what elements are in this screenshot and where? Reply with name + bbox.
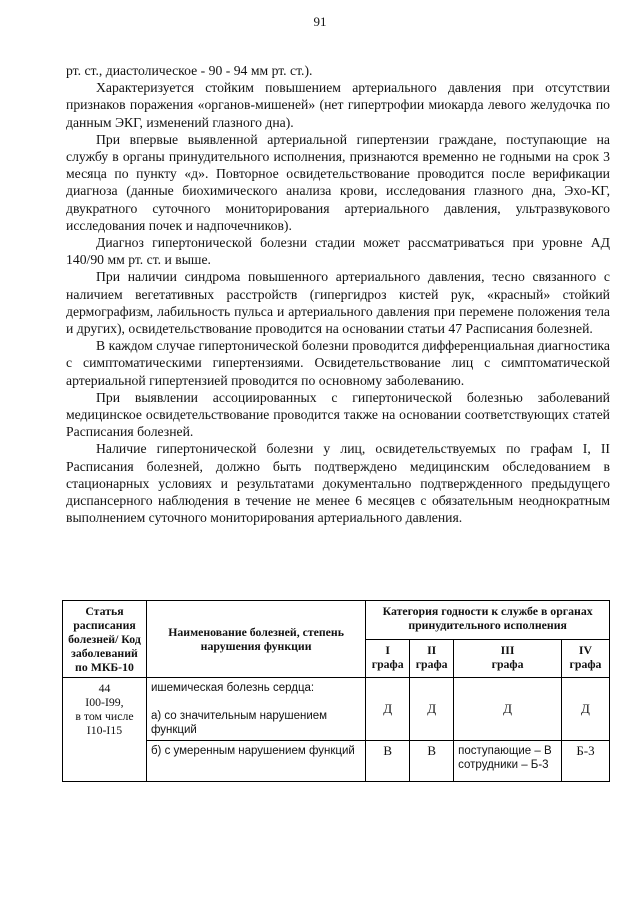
disease-name-column-header: Наименование болезней, степень нарушения функции: [146, 601, 365, 678]
table-header-row: [63, 601, 610, 640]
paragraph: При наличии синдрома повышенного артериального давления, тесно связанного с наличием вегетативных расстройств (гипергидроз кистей рук, «красный» стойкий дермографизм, лабильность пульса и артериального давления при перемене положения тела и других), освидетельствование проводится на основании статьи 47 Расписания болезней.: [66, 269, 610, 337]
paragraph-continuation: рт. ст., диастолическое - 90 - 94 мм рт. ст.).: [66, 63, 313, 78]
paragraph: Характеризуется стойким повышением артериального давления при отсутствии признаков поражения «органов-мишеней» (нет гипертрофии миокарда левого желудочка по данным ЭКГ, изменений глазного дна).: [66, 80, 610, 130]
grade-cell: В: [410, 741, 454, 782]
column-3-header: III графа: [454, 639, 562, 678]
body-text: [66, 62, 610, 526]
fitness-category-table: [62, 600, 610, 782]
column-1-header: I графа: [366, 639, 410, 678]
column-2-header: II графа: [410, 639, 454, 678]
column-4-header: IV графа: [561, 639, 609, 678]
paragraph: Диагноз гипертонической болезни стадии может рассматриваться при уровне АД 140/90 мм рт. ст. и выше.: [66, 235, 610, 268]
paragraph: Наличие гипертонической болезни у лиц, освидетельствуемых по графам I, II Расписания болезней, должно быть подтверждено медицинским обследованием в стационарных условиях и результатами документально подтвержденного предыдущего диспансерного наблюдения в течение не менее 6 месяцев с обязательным неоднократным выполнением суточного мониторирования артериального давления.: [66, 441, 610, 526]
paragraph: При впервые выявленной артериальной гипертензии граждане, поступающие на службу в органы принудительного исполнения, признаются временно не годными на срок 3 месяца по пункту «д». Повторное освидетельствование проводится после верификации диагноза (данные биохимического анализа крови, исследования глазного дна, Эхо-КГ, двукратного суточного мониторирования артериального давления, ультразвукового исследования почек и надпочечников).: [66, 131, 610, 233]
disease-cell-b: б) с умеренным нарушением функций: [146, 741, 365, 782]
grade-cell: Д: [561, 678, 609, 741]
grade-cell: Д: [454, 678, 562, 741]
category-column-header: Категория годности к службе в органах принудительного исполнения: [366, 601, 610, 640]
grade-cell-split: поступающие – В сотрудники – Б-3: [454, 741, 562, 782]
article-column-header: Статья расписания болезней/ Код заболеваний по МКБ-10: [63, 601, 147, 678]
page-number: 91: [313, 14, 327, 29]
grade-cell: Д: [410, 678, 454, 741]
grade-cell: Д: [366, 678, 410, 741]
table-row: [63, 678, 610, 741]
grade-cell: Б-3: [561, 741, 609, 782]
article-cell: 44 I00-I99, в том числе I10-I15: [63, 678, 147, 782]
disease-cell-a: ишемическая болезнь сердца: а) со значительным нарушением функций: [146, 678, 365, 741]
paragraph: В каждом случае гипертонической болезни проводится дифференциальная диагностика с симптоматическими гипертензиями. Освидетельствование лиц с симптоматической артериальной гипертензией проводится по основному заболеванию.: [66, 338, 610, 388]
paragraph: При выявлении ассоциированных с гипертонической болезнью заболеваний медицинское освидетельствование проводится также на основании соответствующих статей Расписания болезней.: [66, 389, 610, 440]
grade-cell: В: [366, 741, 410, 782]
